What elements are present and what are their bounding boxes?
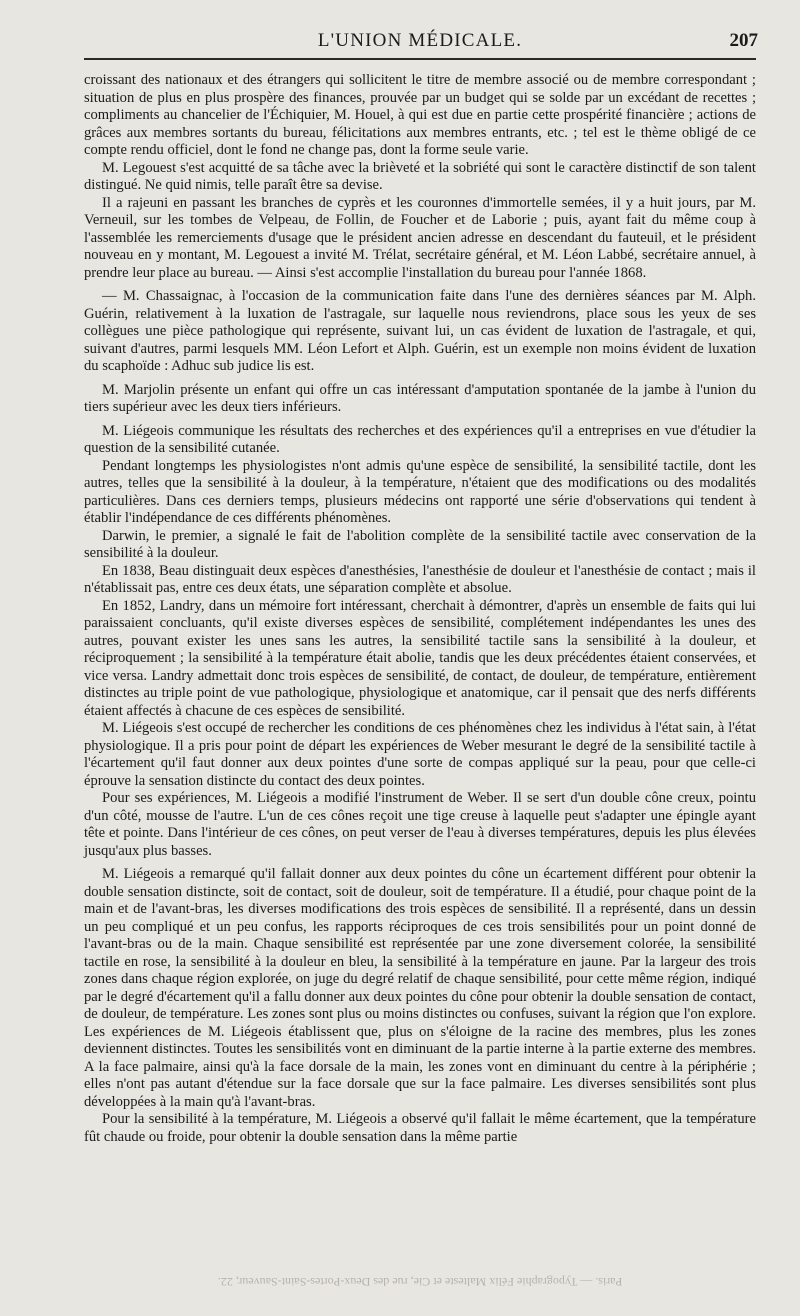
running-header [84, 0, 756, 58]
page-number: 207 [729, 30, 758, 51]
journal-title: L'UNION MÉDICALE. [317, 30, 523, 51]
paragraph-7: Pendant longtemps les physiologistes n'ont admis qu'une espèce de sensibilité, la sensibilité tactile, dont les autres, telles que la sensibilité à la douleur, à la température, n'étaient que des modifications ou des modalités particulières. Dans ces derniers temps, plusieurs médecins ont rapporté une série d'observations qui tendent à établir l'indépendance de ces différents phénomènes. [84, 457, 756, 526]
bleed-through-footer: Paris. — Typographie Félix Malteste et Cie, rue des Deux-Portes-Saint-Sauveur, 22. [217, 1275, 623, 1289]
article-body [84, 72, 756, 1146]
paragraph-5: M. Marjolin présente un enfant qui offre un cas intéressant d'amputation spontanée de la jambe à l'union du tiers supérieur avec les deux tiers inférieurs. [84, 381, 756, 415]
paragraph-13: M. Liégeois a remarqué qu'il fallait donner aux deux pointes du cône un écartement différent pour obtenir la double sensation distincte, soit de contact, soit de douleur, soit de température. Il a étudié, pour chaque point de la main et de l'avant-bras, les diverses modifications des trois espèces de sensibilité. Il a représenté, dans un dessin un peu compliqué et un peu confus, les rapports réciproques de ces trois sensibilités pour un point donné de l'avant-bras ou de la main. Chaque sensibilité est représentée par une zone diversement colorée, la sensibilité tactile en rose, la sensibilité à la douleur en bleu, la sensibilité à la température en jaune. Par la largeur des trois zones dans chaque région explorée, on juge du degré relatif de chaque sensibilité, pour cette même région, indiqué par le degré d'écartement qu'il a fallu donner aux deux pointes du cône pour obtenir la double sensation de contact, de douleur, de température. Les zones sont plus ou moins distinctes ou confuses, suivant la région que l'on explore. Les expériences de M. Liégeois établissent que, plus on s'éloigne de la racine des membres, plus les zones deviennent distinctes. Toutes les sensibilités vont en diminuant de la partie interne à la partie externe des membres. A la face palmaire, ainsi qu'à la face dorsale de la main, les zones vont en diminuant du centre à la périphérie ; elles n'ont pas autant d'étendue sur la face dorsale que sur la face palmaire. Les diverses sensibilités sont plus développées à la main qu'à l'avant-bras. [84, 866, 756, 1110]
paragraph-1: croissant des nationaux et des étrangers qui sollicitent le titre de membre associé ou de membre correspondant ; situation de plus en plus prospère des finances, prouvée par un budget qui se solde par un excédant de recettes ; compliments au chancelier de l'Échiquier, M. Houel, à qui est due en partie cette prospérité financière ; actions de grâces aux membres sortants du bureau, félicitations aux membres entrants, etc. ; tel est le thème obligé de ce compte rendu officiel, dont le fond ne change pas, dont la forme seule varie. [84, 72, 756, 158]
paragraph-10: En 1852, Landry, dans un mémoire fort intéressant, cherchait à démontrer, d'après un ensemble de faits qui lui paraissaient concluants, qu'il existe diverses espèces de sensibilité, complétement indépendantes les unes des autres, pouvant exister les unes sans les autres, la sensibilité tactile sans la sensibilité à la douleur, et réciproquement ; la sensibilité à la température était abolie, tandis que les deux précédentes étaient conservées, et vice versa. Landry admettait donc trois espèces de sensibilité, de contact, de douleur, de température, entièrement distinctes au triple point de vue pathologique, physiologique et anatomique, car il pensait que des nerfs différents étaient affectés à chacune de ces espèces de sensibilité. [84, 597, 756, 719]
header-rule [84, 58, 756, 60]
paragraph-6: M. Liégeois communique les résultats des recherches et des expériences qu'il a entreprises en vue d'étudier la question de la sensibilité cutanée. [84, 422, 756, 456]
paragraph-3: Il a rajeuni en passant les branches de cyprès et les couronnes d'immortelle semées, il y a huit jours, par M. Verneuil, sur les tombes de Velpeau, de Follin, de Foucher et de Laborie ; puis, ayant fait du même coup à l'assemblée les remerciements d'usage que le président ancien adresse en descendant du fauteuil, et le président nouveau en y montant, M. Legouest a invité M. Trélat, secrétaire général, et M. Léon Labbé, secrétaire annuel, à prendre leur place au bureau. — Ainsi s'est accomplie l'installation du bureau pour l'année 1868. [84, 194, 756, 281]
paragraph-12: Pour ses expériences, M. Liégeois a modifié l'instrument de Weber. Il se sert d'un double cône creux, pointu d'un côté, mousse de l'autre. L'un de ces cônes reçoit une tige creuse à laquelle peut s'adapter une épingle ayant tête et pointe. Dans l'intérieur de ces cônes, on peut verser de l'eau à diverses températures, depuis les plus élevées jusqu'aux plus basses. [84, 790, 756, 859]
paragraph-14: Pour la sensibilité à la température, M. Liégeois a observé qu'il fallait le même écartement, que la température fût chaude ou froide, pour obtenir la double sensation dans la même partie [84, 1111, 756, 1145]
paragraph-2: M. Legouest s'est acquitté de sa tâche avec la brièveté et la sobriété qui sont le caractère distinctif de son talent distingué. Ne quid nimis, telle paraît être sa devise. [84, 159, 756, 193]
paragraph-4: — M. Chassaignac, à l'occasion de la communication faite dans l'une des dernières séances par M. Alph. Guérin, relativement à la luxation de l'astragale, sur laquelle nous reviendrons, place sous les yeux de ses collègues une pièce pathologique qui représente, suivant lui, un cas évident de luxation de l'astragale, et qui, suivant d'autres, parmi lesquels MM. Léon Lefort et Alph. Guérin, est un exemple non moins évident de luxation du scaphoïde : Adhuc sub judice lis est. [84, 288, 756, 374]
paragraph-8: Darwin, le premier, a signalé le fait de l'abolition complète de la sensibilité tactile avec conservation de la sensibilité à la douleur. [84, 527, 756, 561]
paragraph-11: M. Liégeois s'est occupé de rechercher les conditions de ces phénomènes chez les individus à l'état sain, à l'état physiologique. Il a pris pour point de départ les expériences de Weber mesurant le degré de la sensibilité tactile à l'écartement qu'il faut donner aux deux pointes d'une sorte de compas appliqué sur la peau, pour que celle-ci éprouve la sensation distincte du contact des deux pointes. [84, 720, 756, 789]
paragraph-9: En 1838, Beau distinguait deux espèces d'anesthésies, l'anesthésie de douleur et l'anesthésie de contact ; mais il n'établissait pas, entre ces deux états, une séparation complète et absolue. [84, 562, 756, 596]
